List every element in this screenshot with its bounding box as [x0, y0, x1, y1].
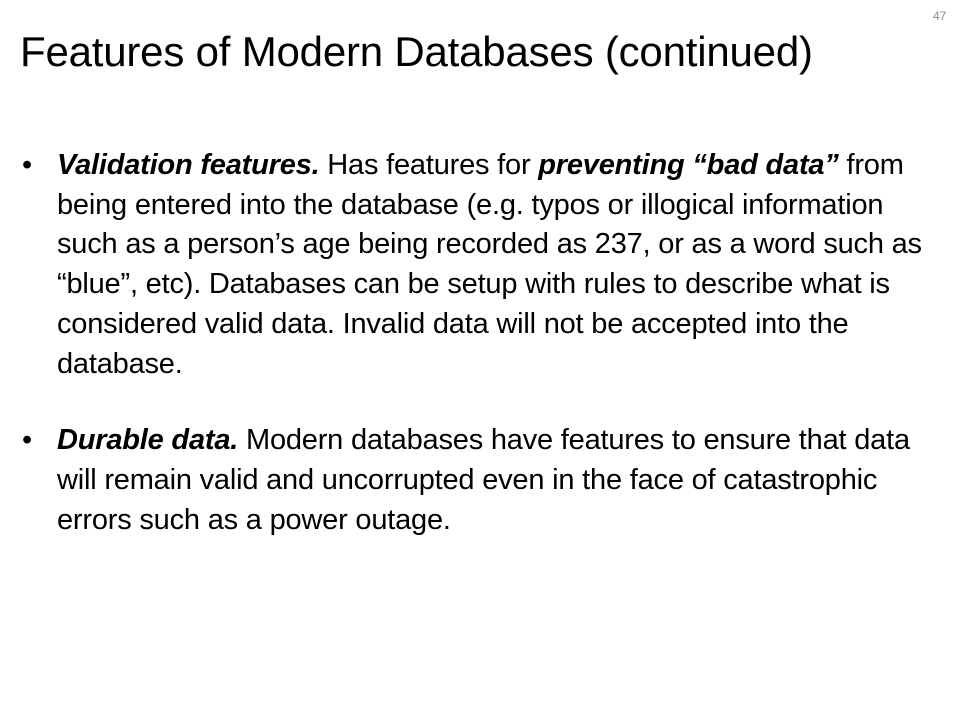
bullet-emphasis: preventing “bad data” — [538, 149, 839, 181]
page-number: 47 — [933, 9, 947, 23]
bullet-validation-features — [22, 146, 947, 384]
slide-title: Features of Modern Databases (continued) — [20, 28, 813, 75]
bullet-list — [22, 146, 947, 540]
bullet-durable-data — [22, 421, 947, 540]
bullet-text: Has features for — [319, 149, 539, 181]
bullet-text: Modern databases have features to ensure that data will remain valid and uncorrupted even in the face of catastrophic errors such as a power outage. — [57, 424, 910, 536]
bullet-text: from being entered into the database (e.g. typos or illogical information such as a person’s age being recorded as 237, or as a word such as “blue”, etc). Databases can be setup with rules to describe what is considered valid data. Invalid data will not be accepted into the database. — [57, 149, 922, 380]
bullet-icon: • — [22, 149, 32, 181]
bullet-icon: • — [22, 424, 32, 457]
bullet-term: Durable data. — [57, 424, 239, 457]
bullet-term: Validation features. — [57, 149, 320, 181]
